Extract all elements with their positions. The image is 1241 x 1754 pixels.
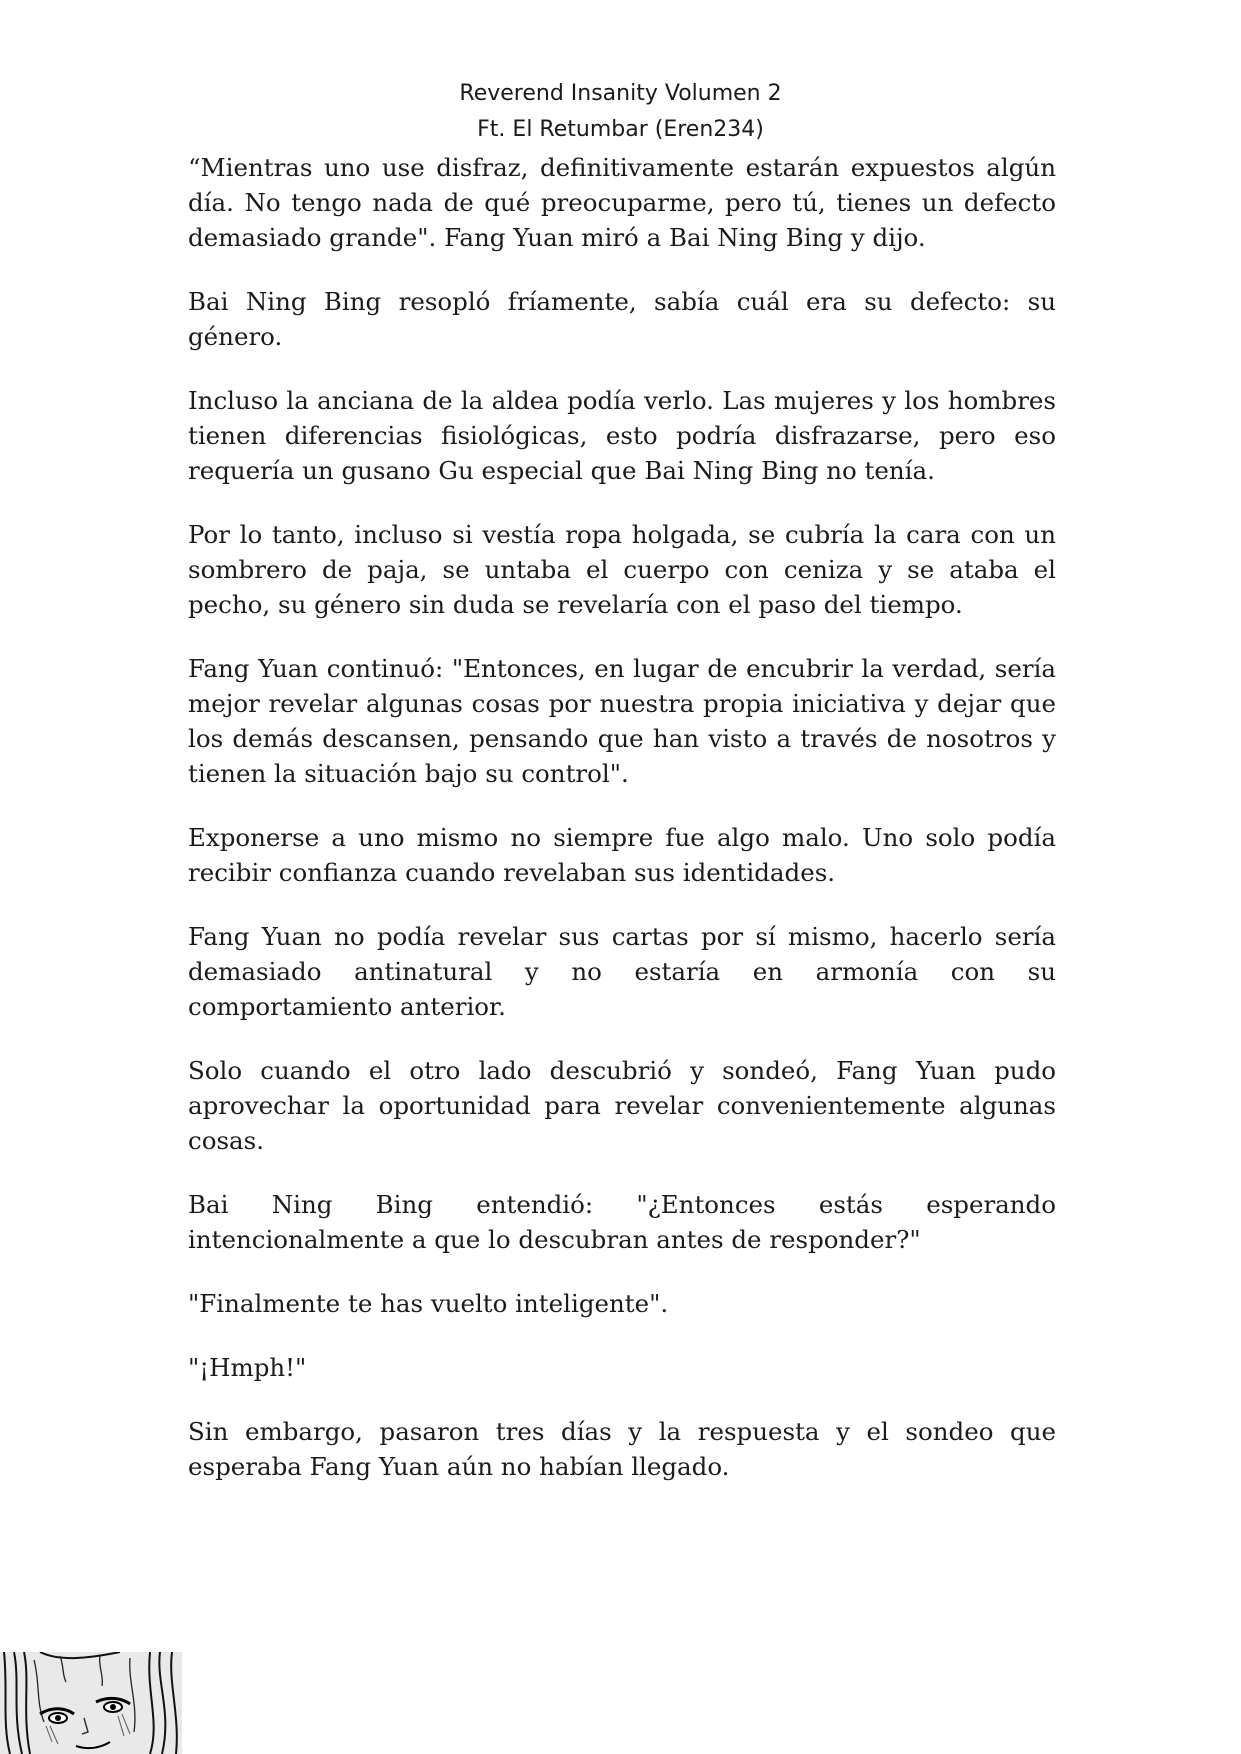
paragraph: Por lo tanto, incluso si vestía ropa holgada, se cubría la cara con un sombrero de paja, se untaba el cuerpo con ceniza y se ataba el pecho, su género sin duda se revelaría con el paso del tiempo. [188, 520, 1056, 619]
paragraph: Bai Ning Bing resopló fríamente, sabía cuál era su defecto: su género. [188, 287, 1056, 351]
paragraph: Fang Yuan no podía revelar sus cartas por sí mismo, hacerlo sería demasiado antinatural y no estaría en armonía con su comportamiento anterior. [188, 922, 1056, 1021]
paragraph: Sin embargo, pasaron tres días y la respuesta y el sondeo que esperaba Fang Yuan aún no habían llegado. [188, 1417, 1056, 1481]
manga-portrait-icon [0, 1652, 182, 1754]
paragraph: "¡Hmph!" [188, 1353, 307, 1382]
paragraph: Fang Yuan continuó: "Entonces, en lugar de encubrir la verdad, sería mejor revelar algunas cosas por nuestra propia iniciativa y dejar que los demás descansen, pensando que han visto a través de nosotros y tienen la situación bajo su control". [188, 654, 1056, 788]
body-text [188, 150, 1056, 1513]
page-header [0, 76, 1241, 148]
header-title: Reverend Insanity Volumen 2 [459, 81, 782, 106]
paragraph: Incluso la anciana de la aldea podía verlo. Las mujeres y los hombres tienen diferencias fisiológicas, esto podría disfrazarse, pero eso requería un gusano Gu especial que Bai Ning Bing no tenía. [188, 386, 1056, 485]
paragraph: Bai Ning Bing entendió: "¿Entonces estás esperando intencionalmente a que lo descubran antes de responder?" [188, 1190, 1056, 1254]
header-credit: Ft. El Retumbar (Eren234) [477, 117, 764, 142]
paragraph: “Mientras uno use disfraz, definitivamente estarán expuestos algún día. No tengo nada de qué preocuparme, pero tú, tienes un defecto demasiado grande". Fang Yuan miró a Bai Ning Bing y dijo. [188, 153, 1056, 252]
paragraph: "Finalmente te has vuelto inteligente". [188, 1289, 669, 1318]
paragraph: Exponerse a uno mismo no siempre fue algo malo. Uno solo podía recibir confianza cuando revelaban sus identidades. [188, 823, 1056, 887]
paragraph: Solo cuando el otro lado descubrió y sondeó, Fang Yuan pudo aprovechar la oportunidad para revelar convenientemente algunas cosas. [188, 1056, 1056, 1155]
